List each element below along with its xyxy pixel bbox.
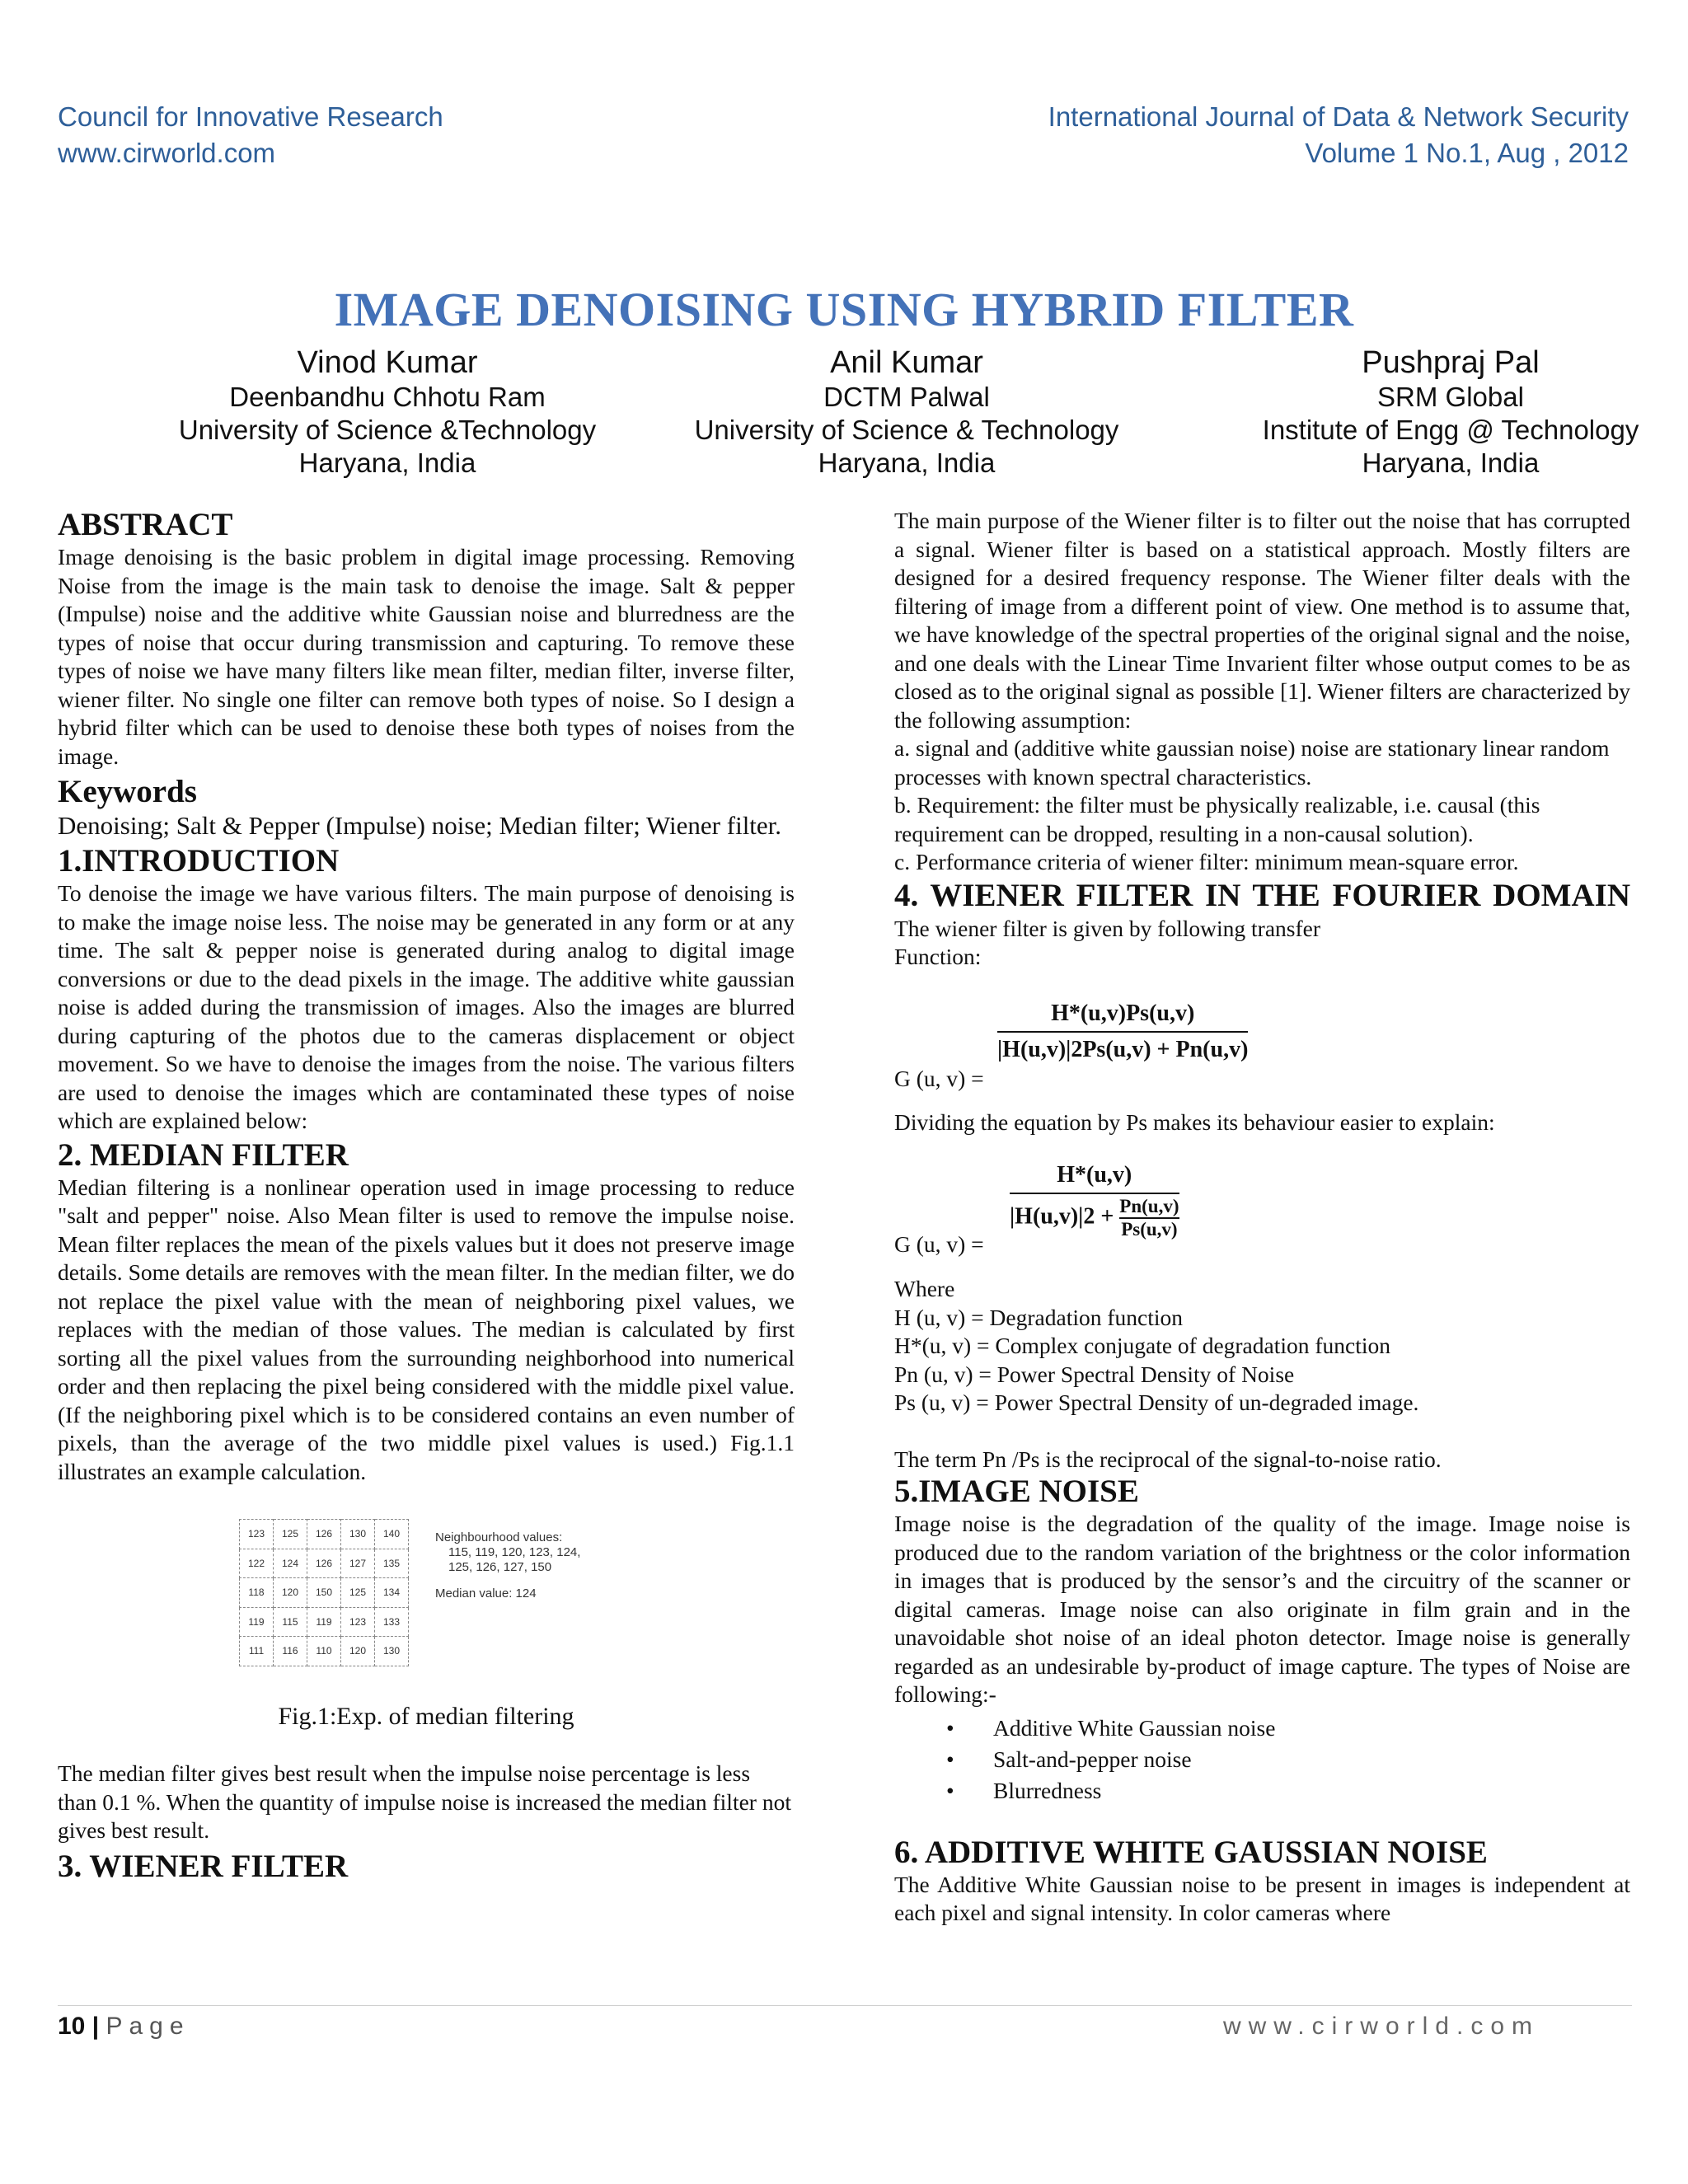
definition: Ps (u, v) = Power Spectral Density of un-degraded image. — [894, 1390, 1419, 1415]
wiener-filter-heading: 3. WIENER FILTER — [58, 1848, 349, 1884]
equation-lhs: G (u, v) = — [894, 1230, 984, 1257]
definition: H*(u, v) = Complex conjugate of degradation function — [894, 1333, 1391, 1358]
grid-cell: 123 — [240, 1520, 274, 1549]
left-column — [58, 507, 795, 1885]
grid-cell: 122 — [240, 1549, 274, 1578]
noise-types-list — [894, 1713, 1630, 1807]
image-noise-heading: 5.IMAGE NOISE — [894, 1474, 1139, 1509]
grid-row — [240, 1520, 409, 1549]
equation-fraction — [997, 998, 1248, 1066]
figure-caption: Fig.1:Exp. of median filtering — [278, 1703, 574, 1730]
grid-cell: 116 — [274, 1637, 307, 1666]
author-name: Anil Kumar — [830, 345, 983, 380]
author-name: Vinod Kumar — [297, 345, 478, 380]
grid-cell: 130 — [375, 1637, 409, 1666]
equation-1 — [894, 978, 1630, 1102]
median-value-label: Median value: 124 — [435, 1586, 537, 1601]
neighbourhood-values: 115, 119, 120, 123, 124, — [448, 1545, 581, 1559]
median-figure — [58, 1519, 795, 1675]
journal-name: International Journal of Data & Network Security — [1048, 101, 1629, 132]
right-column — [894, 507, 1630, 1928]
wiener-filter-text: The main purpose of the Wiener filter is to filter out the noise that has corrupted a signal. Wiener filter is based on a statistical approach. Mostly filters are designed for a desired frequency response. The Wiener filter deals with the filtering of image from a different point of view. One method is to assume that, we have knowledge of the spectral properties of the original signal and the noise, and one deals with the Linear Time Invarient filter whose output comes to be as closed as to the original signal as possible [1]. Wiener filters are characterized by the following assumption: — [894, 508, 1630, 733]
equation-numerator: H*(u,v)Ps(u,v) — [997, 998, 1248, 1033]
author-affiliation: DCTM Palwal — [823, 382, 990, 412]
abstract-text: Image denoising is the basic problem in digital image processing. Removing Noise from the image is the main task to denoise the image. Salt & pepper (Impulse) noise and the additive white Gaussian noise and blurredness are the types of noise that occur during transmission and capturing. To remove these types of noise we have many filters like mean filter, median filter, inverse filter, wiener filter. No single one filter can remove both types of noise. So I design a hybrid filter which can be used to denoise these both types of noises from the image. — [58, 544, 795, 769]
author-affiliation: Haryana, India — [298, 448, 476, 478]
equation-denominator: |H(u,v)|2Ps(u,v) + Pn(u,v) — [997, 1036, 1249, 1062]
figure-notes — [435, 1530, 580, 1601]
definition: H (u, v) = Degradation function — [894, 1304, 1183, 1330]
equation-denominator-left: |H(u,v)|2 + — [1010, 1203, 1114, 1230]
grid-cell: 124 — [274, 1549, 307, 1578]
introduction-text: To denoise the image we have various filters. The main purpose of denoising is to make the image noise less. The noise may be generated in any form or at any time. The salt & pepper noise is generated during analog to digital image conversions or due to the dead pixels in the image. The additive white gaussian noise is added during the transmission of images. Also the images are blurred during capturing of the photos due to the cameras displacement or object movement. So we have to denoise the images from the noise. The various filters are used to denoise the images which are contaminated these types of noise which are explained below: — [58, 880, 795, 1133]
where-label: Where — [894, 1276, 955, 1301]
author-affiliation: Haryana, India — [1362, 448, 1540, 478]
author-name: Pushpraj Pal — [1362, 345, 1540, 380]
grid-row — [240, 1607, 409, 1637]
grid-cell: 120 — [341, 1637, 375, 1666]
grid-cell: 130 — [341, 1520, 375, 1549]
grid-cell: 126 — [307, 1549, 341, 1578]
equation-numerator: H*(u,v) — [1010, 1160, 1179, 1194]
keywords-text: Denoising; Salt & Pepper (Impulse) noise; Median filter; Wiener filter. — [58, 811, 782, 840]
grid-cell: 119 — [307, 1607, 341, 1637]
grid-cell: 123 — [341, 1607, 375, 1637]
awgn-heading: 6. ADDITIVE WHITE GAUSSIAN NOISE — [894, 1834, 1488, 1870]
median-filter-text: Median filtering is a nonlinear operation used in image processing to reduce "salt and pepper" noise. Also Mean filter is used to remove the impulse noise. Mean filter replaces the mean of the pixels values but it does not preserve image details. Some details are removes with the mean filter. In the median filter, we do not replace the pixel value with the mean of neighboring pixel values, we replaces with the median of those values. The median is calculated by first sorting all the pixel values from the surrounding neighborhood into numerical order and then replacing the pixel being considered with the middle pixel value. (If the neighboring pixel which is to be considered contains an even number of pixels, than the average of the two middle pixel values is used.) Fig.1.1 illustrates an example calculation. — [58, 1174, 795, 1484]
grid-row — [240, 1637, 409, 1666]
grid-cell: 119 — [240, 1607, 274, 1637]
fourier-heading: 4. WIENER FILTER IN THE FOURIER DOMAIN — [894, 877, 1630, 913]
list-item: • Additive White Gaussian noise — [993, 1713, 1630, 1744]
subfraction-denominator: Ps(u,v) — [1121, 1219, 1178, 1240]
equation-lhs: G (u, v) = — [894, 1066, 984, 1091]
neighbourhood-label: Neighbourhood values: — [435, 1530, 563, 1544]
author-block-1 — [173, 344, 602, 480]
footer-website: www.cirworld.com — [1222, 2013, 1540, 2040]
footer-divider — [58, 2005, 1632, 2006]
grid-cell: 140 — [375, 1520, 409, 1549]
grid-cell: 134 — [375, 1578, 409, 1608]
grid-cell: 115 — [274, 1607, 307, 1637]
footer-separator: | — [91, 2013, 100, 2040]
grid-cell: 126 — [307, 1520, 341, 1549]
author-affiliation: Institute of Engg @ Technology — [1262, 415, 1639, 445]
subfraction-numerator: Pn(u,v) — [1119, 1196, 1179, 1219]
publisher-website: www.cirworld.com — [58, 138, 276, 168]
author-block-2 — [684, 344, 1129, 480]
assumption-a: a. signal and (additive white gaussian noise) noise are stationary linear random processes with known spectral characteristics. — [894, 735, 1610, 790]
grid-cell: 135 — [375, 1549, 409, 1578]
median-filter-heading: 2. MEDIAN FILTER — [58, 1137, 349, 1173]
introduction-heading: 1.INTRODUCTION — [58, 843, 340, 879]
author-affiliation: Haryana, India — [818, 448, 996, 478]
divide-text: Dividing the equation by Ps makes its behaviour easier to explain: — [894, 1108, 1495, 1135]
author-affiliation: University of Science & Technology — [694, 415, 1119, 445]
equation-subfraction — [1119, 1196, 1179, 1240]
grid-cell: 150 — [307, 1578, 341, 1608]
grid-cell: 127 — [341, 1549, 375, 1578]
equation-2 — [894, 1143, 1630, 1267]
definition: Pn (u, v) = Power Spectral Density of Noise — [894, 1361, 1295, 1387]
neighbourhood-values: 125, 126, 127, 150 — [448, 1560, 552, 1574]
header-left — [58, 99, 443, 171]
paper-title: IMAGE DENOISING USING HYBRID FILTER — [334, 283, 1354, 336]
grid-cell: 125 — [341, 1578, 375, 1608]
author-affiliation: University of Science &Technology — [178, 415, 597, 445]
grid-cell: 111 — [240, 1637, 274, 1666]
page-footer-left — [58, 2013, 190, 2041]
list-item: • Salt-and-pepper noise — [993, 1744, 1630, 1775]
fourier-intro: Function: — [894, 944, 982, 969]
fourier-intro: The wiener filter is given by following transfer — [894, 915, 1320, 941]
equation-fraction — [1010, 1160, 1179, 1240]
page-label: Page — [106, 2013, 190, 2040]
author-affiliation: SRM Global — [1377, 382, 1524, 412]
reciprocal-text: The term Pn /Ps is the reciprocal of the signal-to-noise ratio. — [894, 1446, 1442, 1472]
page-number: 10 — [58, 2013, 86, 2040]
image-noise-text: Image noise is the degradation of the quality of the image. Image noise is produced due to the random variation of the brightness or the color information in images that is produced by the sensor’s and the circuitry of the scanner or digital cameras. Image noise can also originate in film grain and in the unavoidable shot noise of an ideal photon detector. Image noise is generally regarded as an undesirable by-product of image capture. The types of Noise are following:- — [894, 1511, 1630, 1707]
header-right — [1048, 99, 1629, 171]
pixel-grid — [239, 1519, 409, 1666]
abstract-heading: ABSTRACT — [58, 507, 233, 542]
grid-cell: 118 — [240, 1578, 274, 1608]
grid-row — [240, 1549, 409, 1578]
equation-denominator — [1010, 1194, 1179, 1240]
publisher-name: Council for Innovative Research — [58, 101, 443, 132]
grid-cell: 133 — [375, 1607, 409, 1637]
grid-row — [240, 1578, 409, 1608]
list-item: • Blurredness — [993, 1775, 1630, 1807]
grid-cell: 125 — [274, 1520, 307, 1549]
grid-cell: 110 — [307, 1637, 341, 1666]
journal-volume: Volume 1 No.1, Aug , 2012 — [1305, 138, 1629, 168]
keywords-heading: Keywords — [58, 774, 197, 809]
median-note-text: The median filter gives best result when the impulse noise percentage is less than 0.1 %. When the quantity of impulse noise is increased the median filter not gives best result. — [58, 1760, 791, 1843]
author-block-3 — [1236, 344, 1665, 480]
author-affiliation: Deenbandhu Chhotu Ram — [229, 382, 546, 412]
awgn-text: The Additive White Gaussian noise to be present in images is independent at each pixel and signal intensity. In color cameras where — [894, 1871, 1630, 1925]
grid-cell: 120 — [274, 1578, 307, 1608]
assumption-b: b. Requirement: the filter must be physically realizable, i.e. causal (this requirement can be dropped, resulting in a non-causal solution). — [894, 792, 1540, 846]
assumption-c: c. Performance criteria of wiener filter: minimum mean-square error. — [894, 849, 1519, 874]
